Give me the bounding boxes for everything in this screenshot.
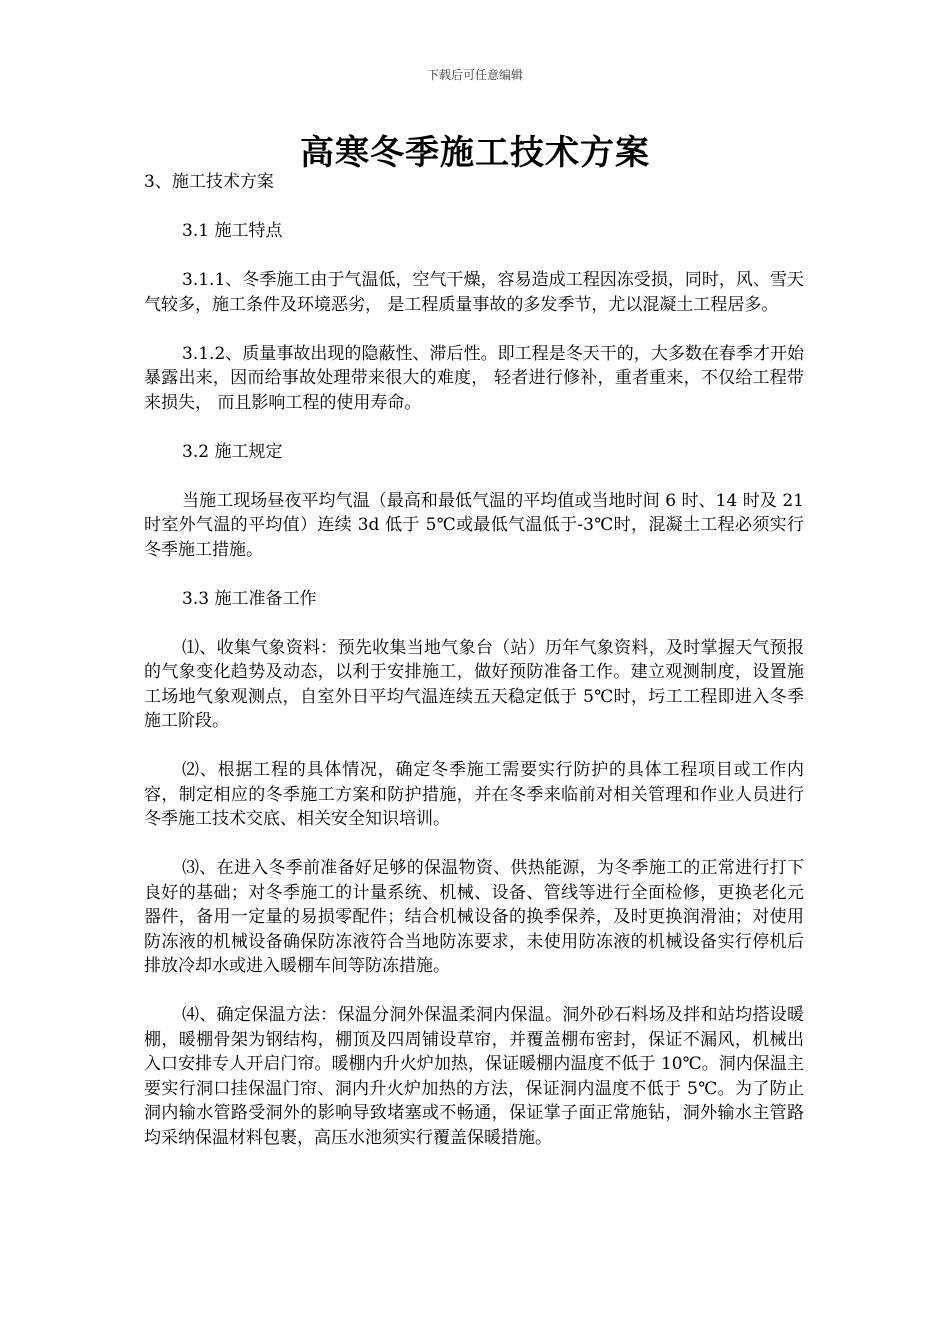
document-body: [144, 170, 804, 1175]
document-title: 高寒冬季施工技术方案: [300, 133, 650, 173]
section-heading: 3、施工技术方案: [144, 172, 274, 192]
list-item-2: ⑵、根据工程的具体情况，确定冬季施工需要实行防护的具体工程项目或工作内容，制定相应的冬季施工方案和防护措施，并在冬季来临前对相关管理和作业人员进行冬季施工技术交底、相关安全知识培训。: [144, 760, 804, 829]
list-item-4: ⑷、确定保温方法：保温分洞外保温柔洞内保温。洞外砂石料场及拌和站均搭设暖棚，暖棚骨架为钢结构，棚顶及四周铺设草帘，并覆盖棚布密封，保证不漏风，机械出入口安排专人开启门帘。暖棚内升火炉加热，保证暖棚内温度不低于 10℃。洞内保温主要实行洞口挂保温门帘、洞内升火炉加热的方法，保证洞内温度不低于 5℃。为了防止洞内输水管路受洞外的影响导致堵塞或不畅通，保证掌子面正常施钻，洞外输水主管路均采纳保温材料包裹，高压水池须实行覆盖保暖措施。: [144, 1005, 804, 1148]
paragraph-3-1-1: 3.1.1、冬季施工由于气温低，空气干燥，容易造成工程因冻受损，同时，风、雪天气较多，施工条件及环境恶劣， 是工程质量事故的多发季节，尤以混凝土工程居多。: [144, 270, 804, 315]
list-item-1: ⑴、收集气象资料：预先收集当地气象台（站）历年气象资料，及时掌握天气预报的气象变化趋势及动态，以利于安排施工，做好预防准备工作。建立观测制度，设置施工场地气象观测点，自室外日平均气温连续五天稳定低于 5℃时，圬工工程即进入冬季施工阶段。: [144, 637, 804, 731]
paragraph-3-2: 当施工现场昼夜平均气温（最高和最低气温的平均值或当地时间 6 时、14 时及 21 时室外气温的平均值）连续 3d 低于 5℃或最低气温低于-3℃时，混凝土工程必须实行冬季施工措施。: [144, 490, 804, 560]
list-item-3: ⑶、在进入冬季前准备好足够的保温物资、供热能源，为冬季施工的正常进行打下良好的基础；对冬季施工的计量系统、机械、设备、管线等进行全面检修，更换老化元器件，备用一定量的易损零配件；结合机械设备的换季保养，及时更换润滑油；对使用防冻液的机械设备确保防冻液符合当地防冻要求，未使用防冻液的机械设备实行停机后排放冷却水或进入暖棚车间等防冻措施。: [144, 858, 804, 976]
paragraph-3-1-2: 3.1.2、质量事故出现的隐蔽性、滞后性。即工程是冬天干的，大多数在春季才开始暴露出来，因而给事故处理带来很大的难度， 轻者进行修补，重者重来，不仅给工程带来损失， 而且影响工程的使用寿命。: [144, 343, 804, 413]
subsection-heading-3-2: 3.2 施工规定: [182, 441, 283, 462]
subsection-heading-3-3: 3.3 施工准备工作: [182, 588, 317, 609]
page-header-note: 下载后可任意编辑: [426, 68, 523, 82]
subsection-heading-3-1: 3.1 施工特点: [182, 221, 283, 241]
